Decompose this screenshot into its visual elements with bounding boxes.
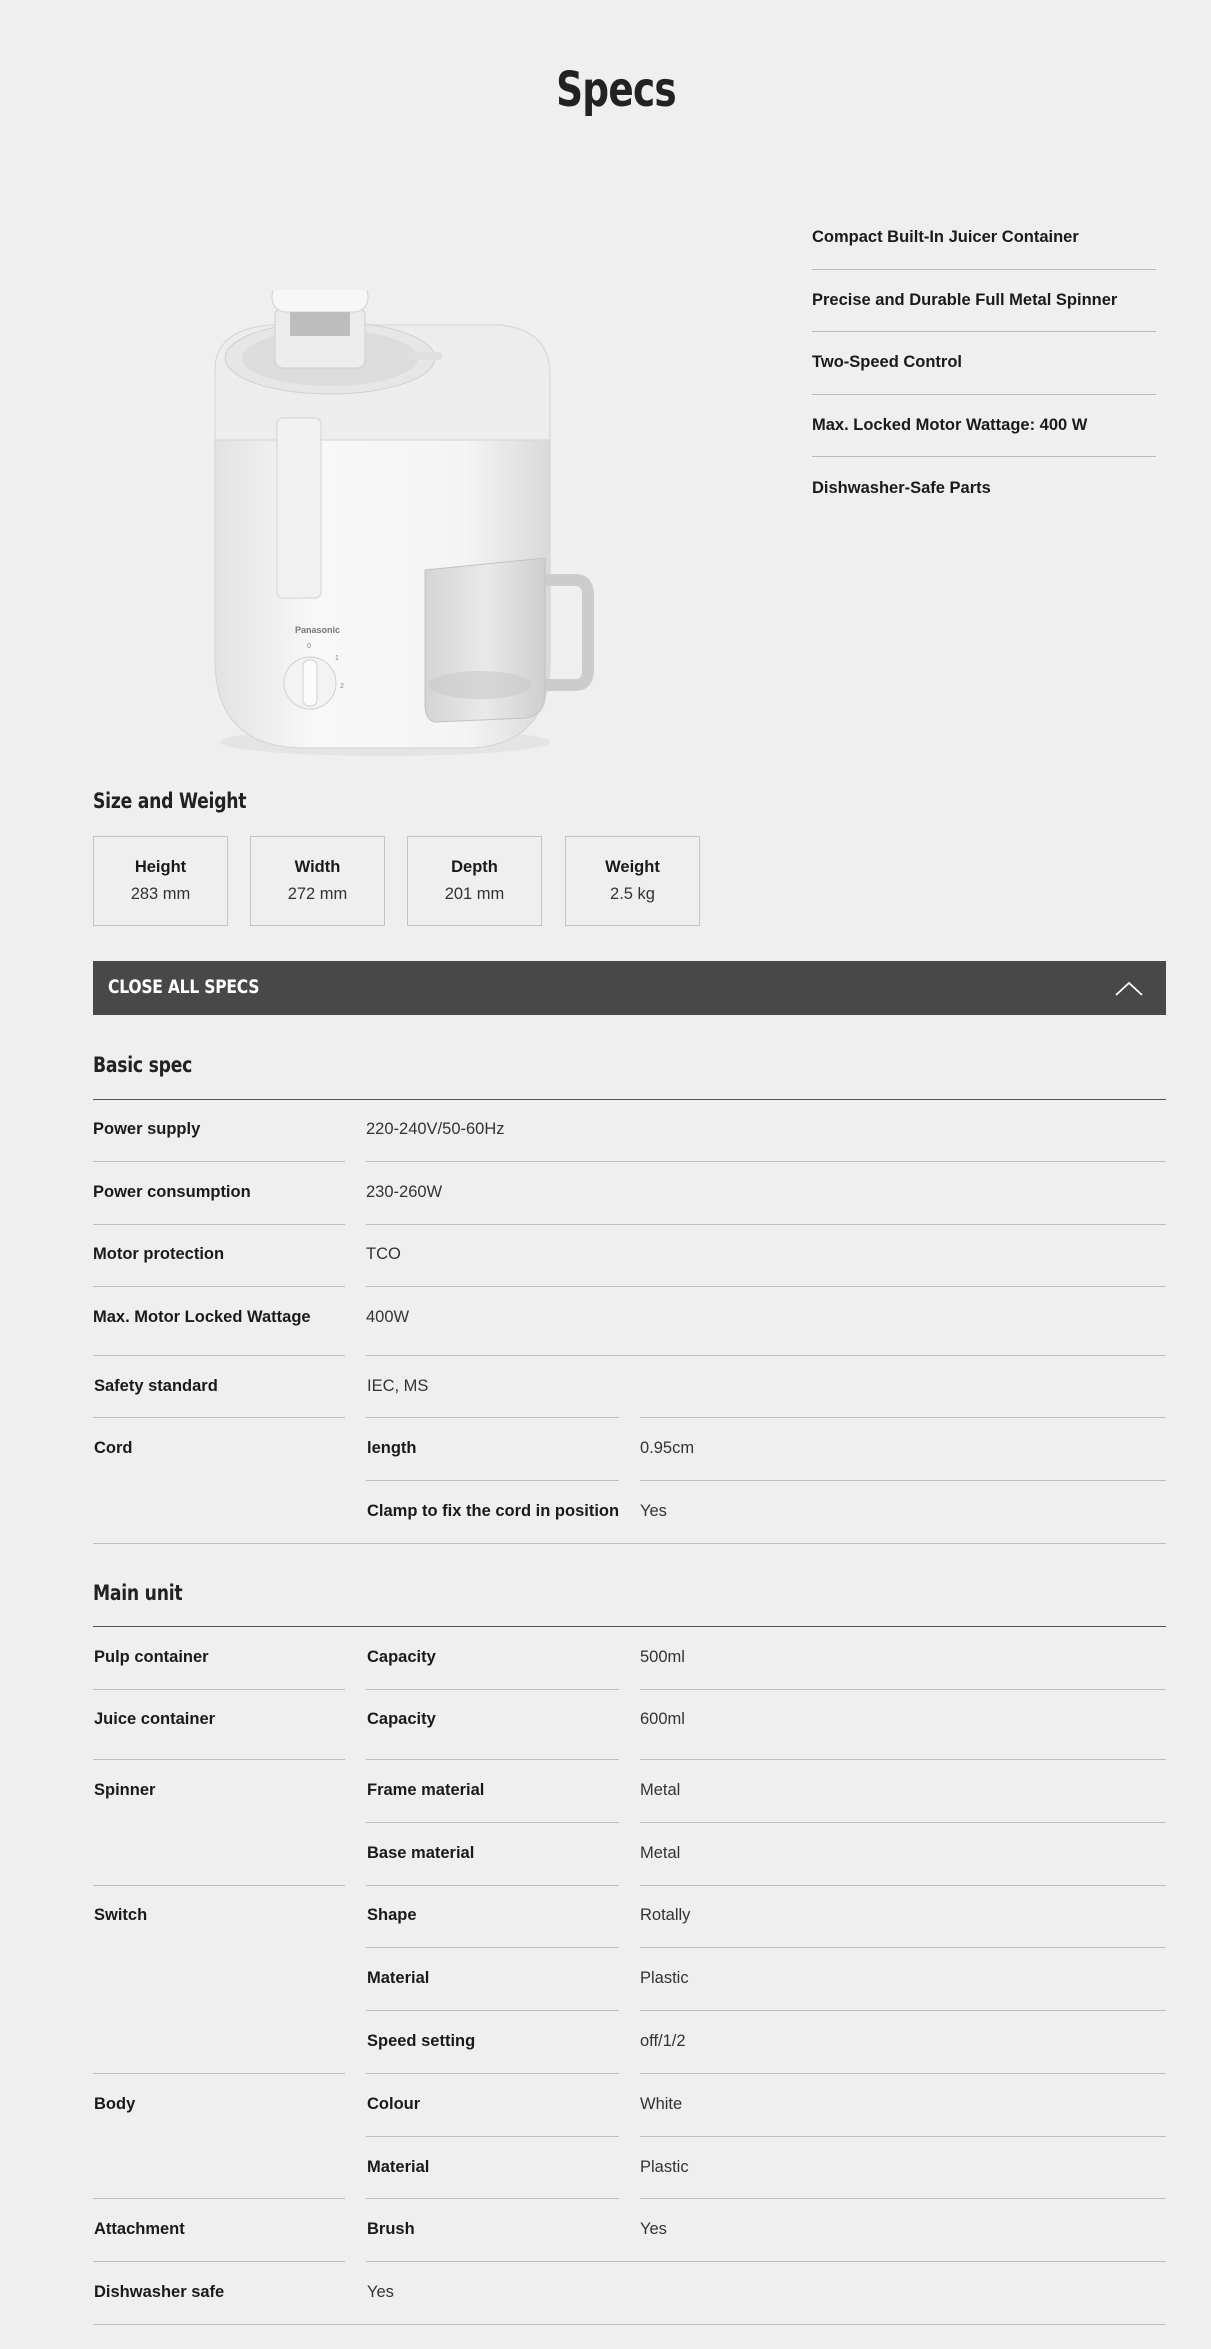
dimension-label: Width [294,858,341,876]
spec-key: Body [94,2095,136,2113]
row-divider [93,1885,345,1886]
dimension-card-width [250,836,385,926]
row-divider [366,1689,619,1690]
section-divider [93,1099,1166,1100]
spec-value: Rotally [640,1906,691,1924]
feature-item: Dishwasher-Safe Parts [812,478,991,497]
spec-value: 600ml [640,1710,685,1728]
svg-text:1: 1 [335,655,339,662]
row-divider [93,1224,345,1225]
spec-value: off/1/2 [640,2032,686,2050]
row-divider [640,1885,1166,1886]
spec-value: 500ml [640,1648,685,1666]
row-divider [640,2198,1166,2199]
row-divider [640,2010,1166,2011]
svg-text:0: 0 [307,643,311,650]
feature-list [812,207,1156,520]
row-divider [640,1480,1166,1481]
spec-key: Cord [94,1439,133,1457]
spec-value: 0.95cm [640,1439,695,1457]
row-divider [366,1947,619,1948]
row-divider [366,1417,619,1418]
basic-spec-heading: Basic spec [93,1053,193,1077]
row-divider [640,1689,1166,1690]
close-all-specs-label: CLOSE ALL SPECS [108,976,260,998]
row-divider [93,2073,345,2074]
spec-subkey: Clamp to fix the cord in position [367,1502,620,1520]
spec-value: Yes [367,2283,394,2301]
row-divider [640,1947,1166,1948]
spec-value: Metal [640,1844,681,1862]
row-divider [366,2198,619,2199]
row-divider [93,1689,345,1690]
row-divider [93,1161,345,1162]
row-divider [640,1417,1166,1418]
row-divider [366,2136,619,2137]
row-divider [366,1885,619,1886]
spec-subkey: Shape [367,1906,417,1924]
spec-subkey: Material [367,2158,430,2176]
row-divider [93,1759,345,1760]
row-divider [640,1759,1166,1760]
row-divider [93,2198,345,2199]
product-image [190,290,610,760]
dimension-card-depth [407,836,542,926]
svg-text:2: 2 [340,683,344,690]
row-divider [640,2136,1166,2137]
dimension-label: Height [134,858,187,876]
spec-subkey: Capacity [367,1648,436,1666]
spec-key: Power consumption [93,1183,251,1201]
spec-key: Dishwasher safe [94,2283,225,2301]
row-divider [640,1822,1166,1823]
row-divider [93,1417,345,1418]
size-weight-heading: Size and Weight [93,789,247,813]
spec-value: Yes [640,2220,667,2238]
row-divider [366,1286,1166,1287]
row-divider [366,2073,619,2074]
spec-value: Plastic [640,1969,689,1987]
row-divider [366,1355,1166,1356]
dimension-value: 201 mm [444,885,505,903]
dimension-value: 272 mm [287,885,348,903]
spec-subkey: length [367,1439,417,1457]
row-divider [366,1759,619,1760]
spec-key: Spinner [94,1781,156,1799]
dimension-label: Depth [451,858,498,876]
spec-value: Metal [640,1781,681,1799]
row-divider [93,1286,345,1287]
row-divider [640,2073,1166,2074]
spec-key: Max. Motor Locked Wattage [93,1308,311,1326]
spec-key: Motor protection [93,1245,225,1263]
close-all-specs-button[interactable] [93,961,1166,1015]
dimension-card-weight [565,836,700,926]
dimension-value: 2.5 kg [610,885,655,903]
feature-item: Two-Speed Control [812,332,1156,395]
svg-text:Panasonic: Panasonic [295,625,341,635]
spec-value: TCO [366,1245,401,1263]
section-divider [93,1626,1166,1627]
spec-subkey: Material [367,1969,430,1987]
spec-value: White [640,2095,683,2113]
dimension-label: Weight [605,858,660,876]
row-divider [366,2261,1166,2262]
spec-key: Switch [94,1906,148,1924]
spec-value: Yes [640,1502,667,1520]
row-divider [93,2261,345,2262]
chevron-up-icon [1114,979,1144,997]
feature-item: Precise and Durable Full Metal Spinner [812,270,1156,333]
spec-value: Plastic [640,2158,689,2176]
spec-key: Power supply [93,1120,201,1138]
spec-value: 230-260W [366,1183,443,1201]
row-divider [366,2010,619,2011]
row-divider [93,1355,345,1356]
dimension-card-height [93,836,228,926]
spec-subkey: Brush [367,2220,415,2238]
row-divider [366,1161,1166,1162]
spec-subkey: Frame material [367,1781,485,1799]
spec-subkey: Colour [367,2095,421,2113]
feature-item: Compact Built-In Juicer Container [812,207,1156,270]
row-divider [366,1224,1166,1225]
row-divider [93,2324,1166,2325]
dimension-value: 283 mm [130,885,191,903]
spec-subkey: Speed setting [367,2032,476,2050]
main-unit-heading: Main unit [93,1581,183,1605]
page-title: Specs [556,62,676,118]
spec-key: Juice container [94,1710,216,1728]
row-divider [93,1543,1166,1544]
spec-key: Safety standard [94,1377,218,1395]
spec-key: Pulp container [94,1648,209,1666]
spec-subkey: Base material [367,1844,475,1862]
row-divider [366,1480,619,1481]
spec-value: IEC, MS [367,1377,429,1395]
row-divider [366,1822,619,1823]
spec-value: 400W [366,1308,410,1326]
spec-key: Attachment [94,2220,185,2238]
spec-value: 220-240V/50-60Hz [366,1120,505,1138]
feature-item: Max. Locked Motor Wattage: 400 W [812,395,1156,458]
spec-subkey: Capacity [367,1710,436,1728]
